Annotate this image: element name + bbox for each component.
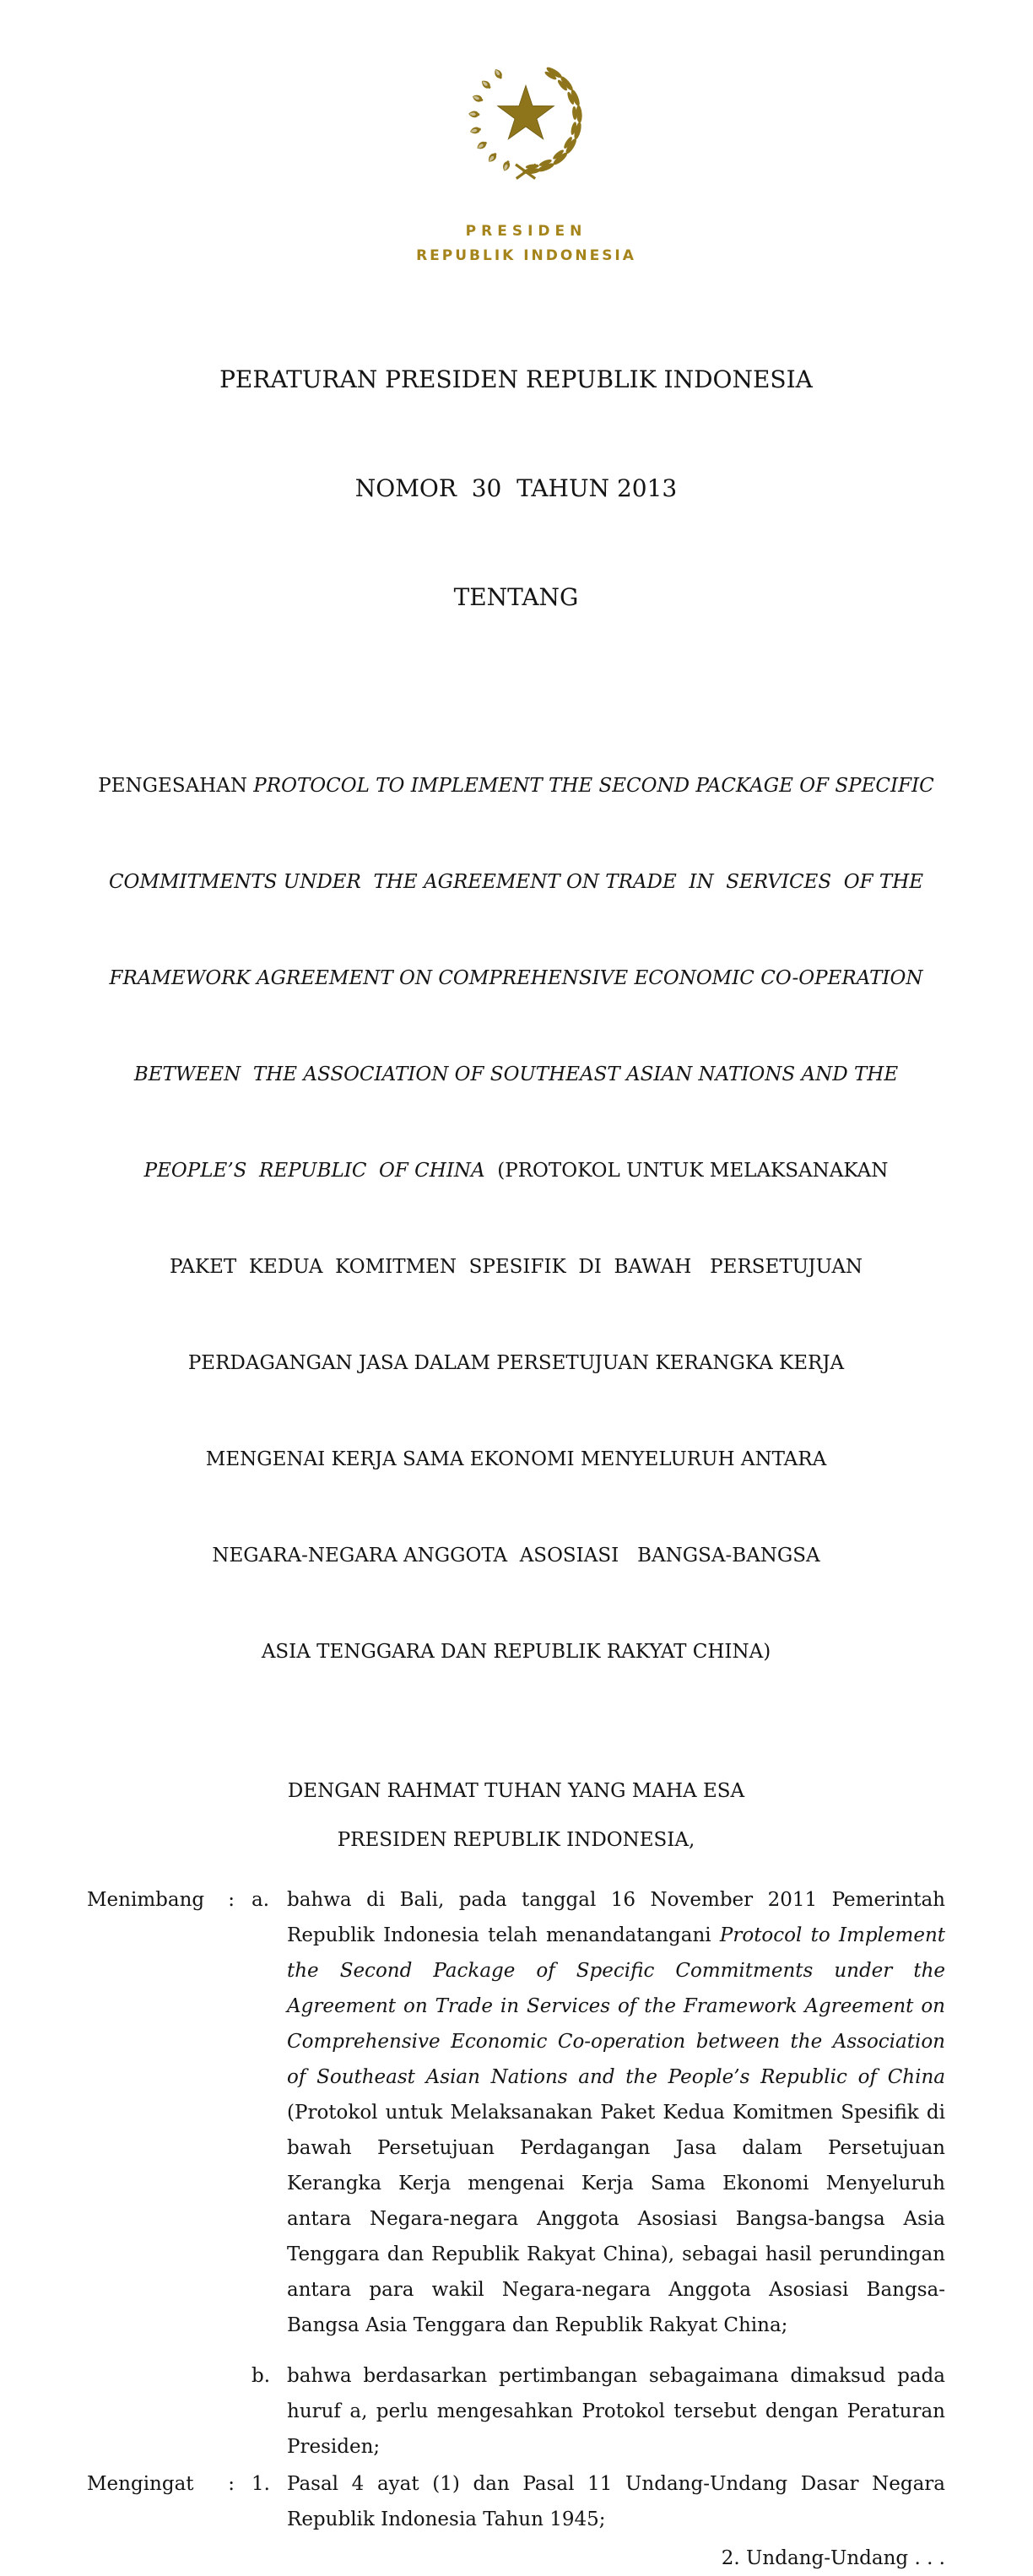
considering-item-a [251,1882,945,2343]
considering-colon: : [228,1889,235,1911]
star-icon [497,85,554,139]
remembering-item-1 [251,2466,945,2537]
label-gap [235,1882,251,2465]
presidential-emblem [87,56,945,191]
invocation-line: DENGAN RAHMAT TUHAN YANG MAHA ESA [287,1780,745,1802]
remembering-label-text: Mengingat [87,2473,194,2495]
catchword: 2. Undang-Undang . . . [721,2547,945,2569]
title-line: PENGESAHAN PROTOCOL TO IMPLEMENT THE SECOND PACKAGE OF SPECIFIC [98,775,934,797]
item-marker: 1. [251,2473,270,2495]
title-line: ASIA TENGGARA DAN REPUBLIK RAKYAT CHINA) [261,1641,771,1663]
remembering-section [87,2466,945,2537]
title-line: FRAMEWORK AGREEMENT ON COMPREHENSIVE ECONOMIC CO-OPERATION [109,967,923,989]
item-text: Pasal 4 ayat (1) dan Pasal 11 Undang-Undang Dasar Negara Republik Indonesia Tahun 1945; [287,2473,945,2530]
label-gap [235,2466,251,2537]
remembering-colon: : [228,2473,235,2495]
wreath-left-branch [468,68,511,172]
item-text: bahwa berdasarkan pertimbangan sebagaimana dimaksud pada huruf a, perlu mengesahkan Protokol tersebut dengan Peraturan Presiden; [287,2365,945,2458]
considering-section [87,1882,945,2465]
garuda-star-wreath-icon [452,56,600,191]
authority-line: PRESIDEN REPUBLIK INDONESIA, [337,1829,695,1851]
regulation-header [87,289,945,688]
title-line: BETWEEN THE ASSOCIATION OF SOUTHEAST ASIAN NATIONS AND THE [133,1063,899,1085]
considering-label [87,1882,235,1918]
regulation-title [87,706,945,1732]
regulation-number: NOMOR 30 TAHUN 2013 [354,474,678,502]
letterhead-line2: REPUBLIK INDONESIA [416,247,636,264]
item-marker: b. [251,2365,271,2387]
letterhead [87,219,945,268]
letterhead-line1: PRESIDEN [465,223,587,240]
title-line: PAKET KEDUA KOMITMEN SPESIFIK DI BAWAH PERSETUJUAN [169,1256,863,1278]
regulation-about-label: TENTANG [453,583,579,611]
item-text: bahwa di Bali, pada tanggal 16 November 2011 Pemerintah Republik Indonesia telah menandatangani Protocol to Implement the Second Package of Specific Commitments under the Agreement on Trade in Services of the Framework Agreement on Comprehensive Economic Co-operation between the Association of Southeast Asian Nations and the People’s Republic of China (Protokol untuk Melaksanakan Paket Kedua Komitmen Spesifik di bawah Persetujuan Perdagangan Jasa dalam Persetujuan Kerangka Kerja mengenai Kerja Sama Ekonomi Menyeluruh antara Negara-negara Anggota Asosiasi Bangsa-bangsa Asia Tenggara dan Republik Rakyat China), sebagai hasil perundingan antara para wakil Negara-negara Anggota Asosiasi Bangsa-Bangsa Asia Tenggara dan Republik Rakyat China; [287,1889,945,2336]
item-marker: a. [251,1889,270,1911]
remembering-label [87,2466,235,2502]
title-line: PEOPLE’S REPUBLIC OF CHINA (PROTOKOL UNTUK MELAKSANAKAN [143,1160,889,1182]
title-line: MENGENAI KERJA SAMA EKONOMI MENYELURUH ANTARA [205,1448,827,1470]
considering-item-b [251,2358,945,2465]
title-line: NEGARA-NEGARA ANGGOTA ASOSIASI BANGSA-BANGSA [212,1545,820,1567]
title-line: PERDAGANGAN JASA DALAM PERSETUJUAN KERANGKA KERJA [187,1352,845,1374]
regulation-name: PERATURAN PRESIDEN REPUBLIK INDONESIA [219,365,813,393]
title-line: COMMITMENTS UNDER THE AGREEMENT ON TRADE IN SERVICES OF THE [108,871,924,893]
considering-label-text: Menimbang [87,1889,205,1911]
